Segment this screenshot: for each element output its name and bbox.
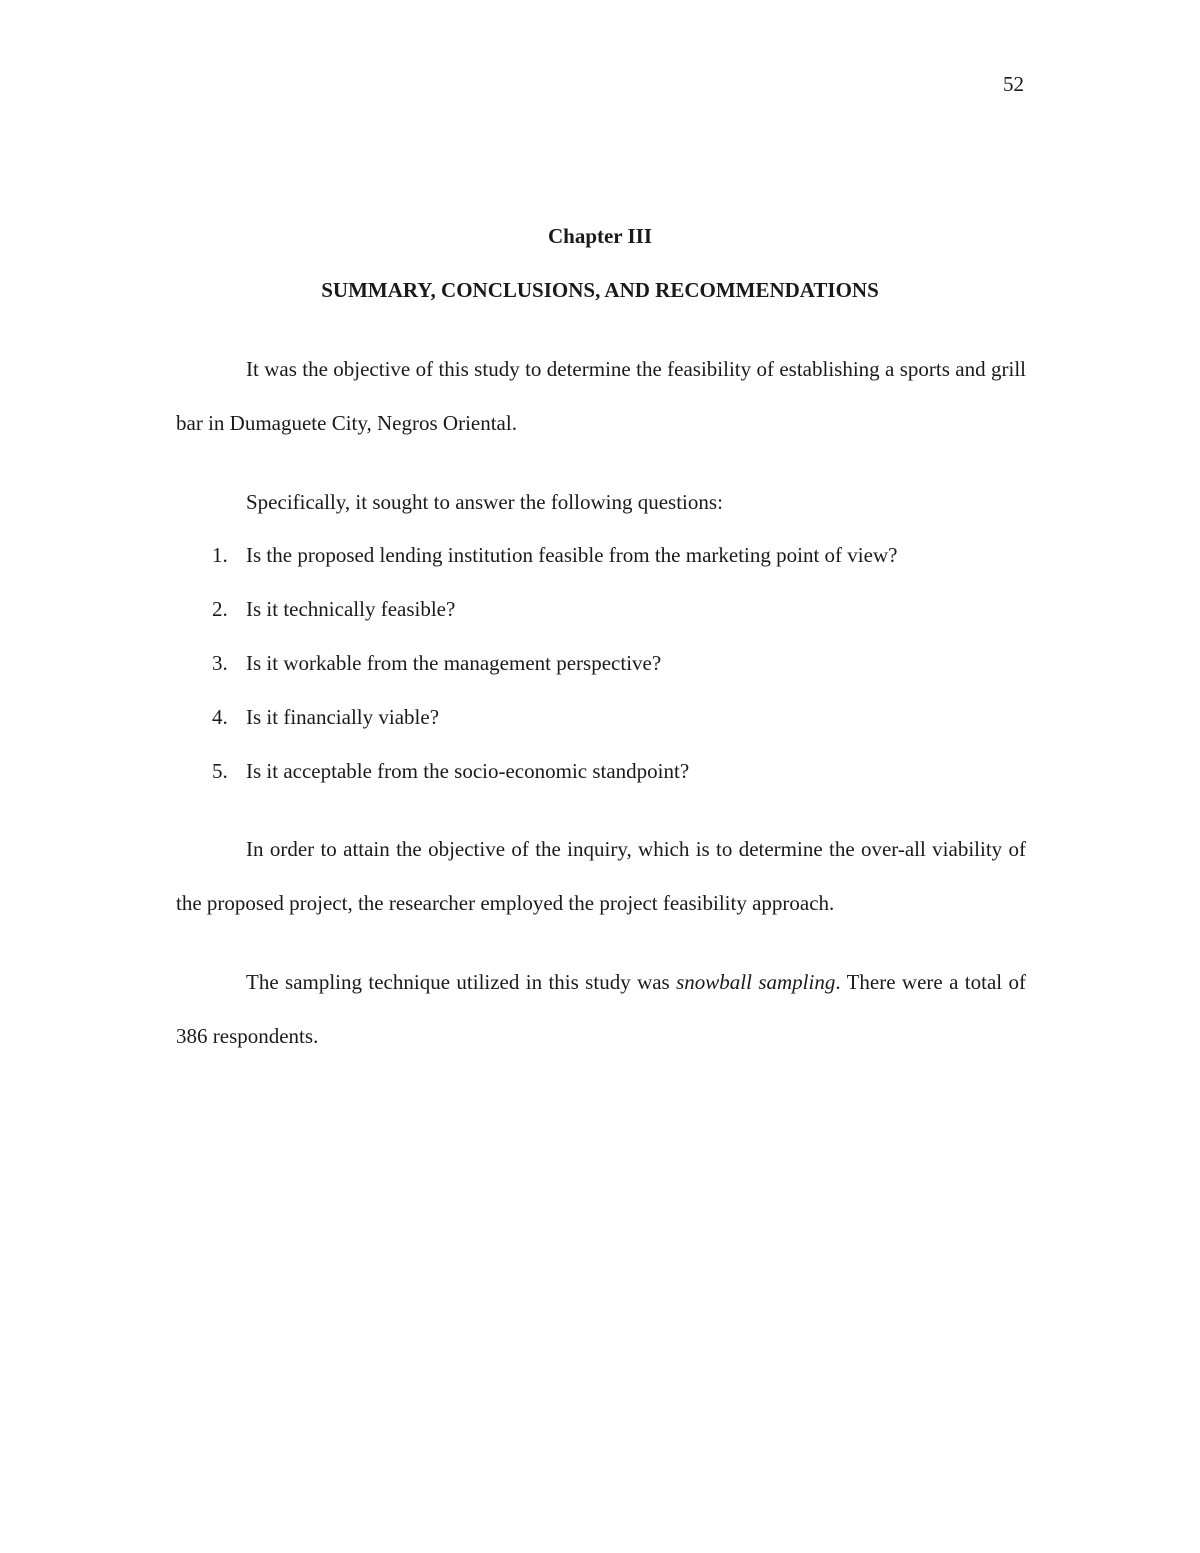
question-item xyxy=(176,690,1026,744)
question-text: Is it technically feasible? xyxy=(246,597,456,621)
question-text: Is it financially viable? xyxy=(246,705,440,729)
question-text: Is it workable from the management perspective? xyxy=(246,651,662,675)
question-text: Is the proposed lending institution feasible from the marketing point of view? xyxy=(246,543,898,567)
question-number: 2. xyxy=(212,597,228,621)
question-item xyxy=(176,744,1026,798)
questions-list xyxy=(176,528,1026,798)
paragraph-specifically: Specifically, it sought to answer the following questions: xyxy=(246,490,723,514)
sampling-text-before: The sampling technique utilized in this study was xyxy=(246,970,677,994)
chapter-title: Chapter III xyxy=(547,224,653,248)
question-number: 1. xyxy=(212,543,228,567)
question-number: 3. xyxy=(212,651,228,675)
paragraph-sampling xyxy=(176,955,1026,1063)
question-item xyxy=(176,528,1026,582)
paragraph-objective: It was the objective of this study to determine the feasibility of establishing a sports and grill bar in Dumaguete City, Negros Oriental. xyxy=(176,357,1026,435)
sampling-technique-emphasis: snowball sampling xyxy=(676,970,836,994)
question-item xyxy=(176,582,1026,636)
question-number: 4. xyxy=(212,705,228,729)
question-number: 5. xyxy=(212,759,228,783)
sampling-text-after: . There were a total of 386 respondents. xyxy=(176,970,1026,1048)
question-text: Is it acceptable from the socio-economic standpoint? xyxy=(246,759,690,783)
page-number: 52 xyxy=(1003,72,1024,96)
section-title: SUMMARY, CONCLUSIONS, AND RECOMMENDATIONS xyxy=(321,278,879,302)
paragraph-approach: In order to attain the objective of the inquiry, which is to determine the over-all viability of the proposed project, the researcher employed the project feasibility approach. xyxy=(176,837,1026,915)
question-item xyxy=(176,636,1026,690)
